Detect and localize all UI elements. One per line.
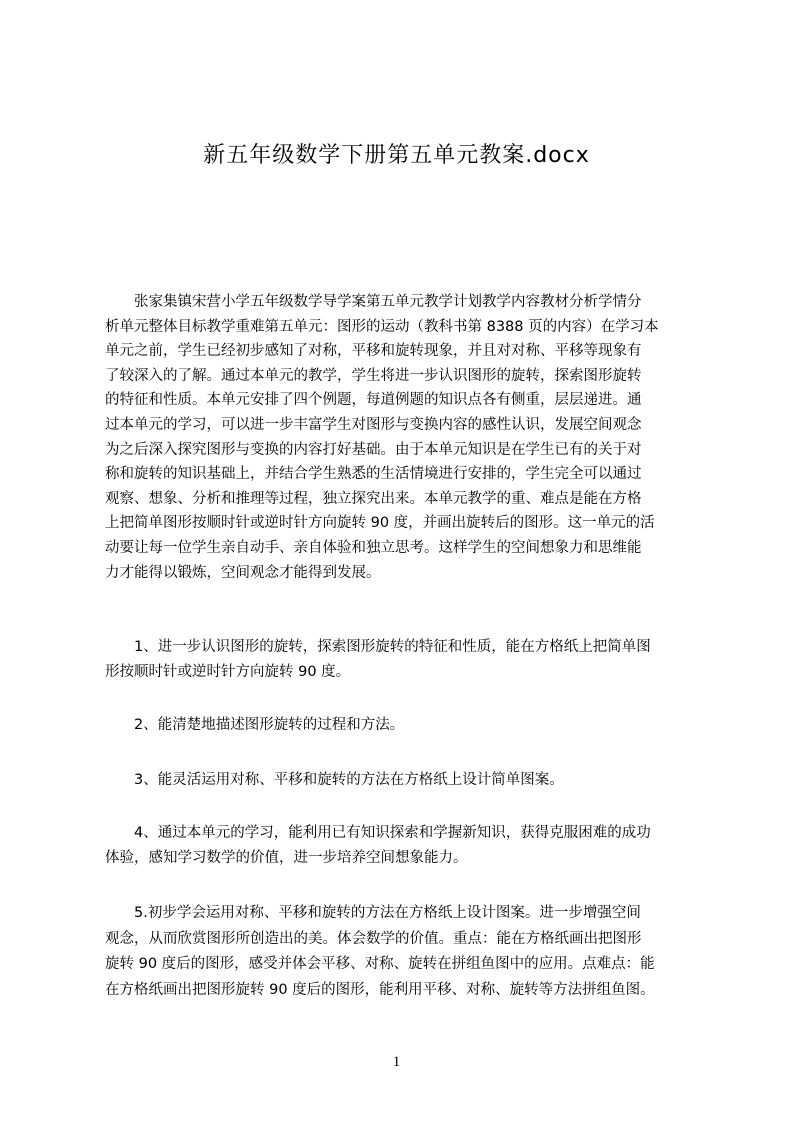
text-line: 形按顺时针或逆时针方向旋转 90 度。 <box>105 664 351 680</box>
text-line: 2、能清楚地描述图形旋转的过程和方法。 <box>105 717 405 733</box>
text-line: 了较深入的了解。通过本单元的教学，学生将进一步认识图形的旋转，探索图形旋转 <box>105 367 642 384</box>
objective-item-3 <box>105 768 711 793</box>
text-line: 1、进一步认识图形的旋转，探索图形旋转的特征和性质，能在方格纸上把简单图 <box>105 639 651 655</box>
text-line: 体验，感知学习数学的价值，进一步培养空间想象能力。 <box>105 850 468 866</box>
text-line: 过本单元的学习，可以进一步丰富学生对图形与变换内容的感性认识，发展空间观念 <box>105 416 642 433</box>
text-line: 旋转 90 度后的图形，感受并体会平移、对称、旋转在拼组鱼图中的应用。点难点：能 <box>105 956 655 972</box>
objective-item-4 <box>105 821 711 871</box>
intro-paragraph <box>105 290 711 585</box>
text-line: 单元之前，学生已经初步感知了对称，平移和旋转现象，并且对对称、平移等现象有 <box>105 343 642 360</box>
text-line: 析单元整体目标教学重难第五单元：图形的运动（教科书第 8388 页的内容）在学习本 <box>105 318 659 335</box>
text-line: 为之后深入探究图形与变换的内容打好基础。由于本单元知识是在学生已有的关于对 <box>105 441 642 458</box>
page-number: 1 <box>392 1054 401 1070</box>
text-line: 4、通过本单元的学习，能利用已有知识探索和学握新知识，获得克服困难的成功 <box>105 825 651 841</box>
text-line: 上把简单图形按顺时针或逆时针方向旋转 90 度，并画出旋转后的图形。这一单元的活 <box>105 515 655 532</box>
text-line: 观念，从而欣赏图形所创造出的美。体会数学的价值。重点：能在方格纸画出把图形 <box>105 930 642 947</box>
objective-item-1 <box>105 635 711 685</box>
objective-item-2 <box>105 713 711 738</box>
text-line: 动要让每一位学生亲自动手、亲自体验和独立思考。这样学生的空间想象力和思维能 <box>105 539 642 556</box>
text-line: 张家集镇宋营小学五年级数学导学案第五单元教学计划教学内容教材分析学情分 <box>105 294 642 310</box>
text-line: 的特征和性质。本单元安排了四个例题，每道例题的知识点各有侧重，层层递进。通 <box>105 392 642 409</box>
text-line: 3、能灵活运用对称、平移和旋转的方法在方格纸上设计简单图案。 <box>105 772 564 788</box>
text-line: 称和旋转的知识基础上，并结合学生熟悉的生活情境进行安排的，学生完全可以通过 <box>105 466 642 483</box>
text-line: 观察、想象、分析和推理等过程，独立探究出来。本单元教学的重、难点是能在方格 <box>105 490 642 507</box>
objective-item-5 <box>105 901 711 1003</box>
text-line: 力才能得以锻炼，空间观念才能得到发展。 <box>105 564 381 581</box>
text-line: 5.初步学会运用对称、平移和旋转的方法在方格纸上设计图案。进一步增强空间 <box>105 905 641 921</box>
document-title: 新五年级数学下册第五单元教案.docx <box>203 143 590 168</box>
text-line: 在方格纸画出把图形旋转 90 度后的图形，能利用平移、对称、旋转等方法拼组鱼图。 <box>105 981 655 998</box>
